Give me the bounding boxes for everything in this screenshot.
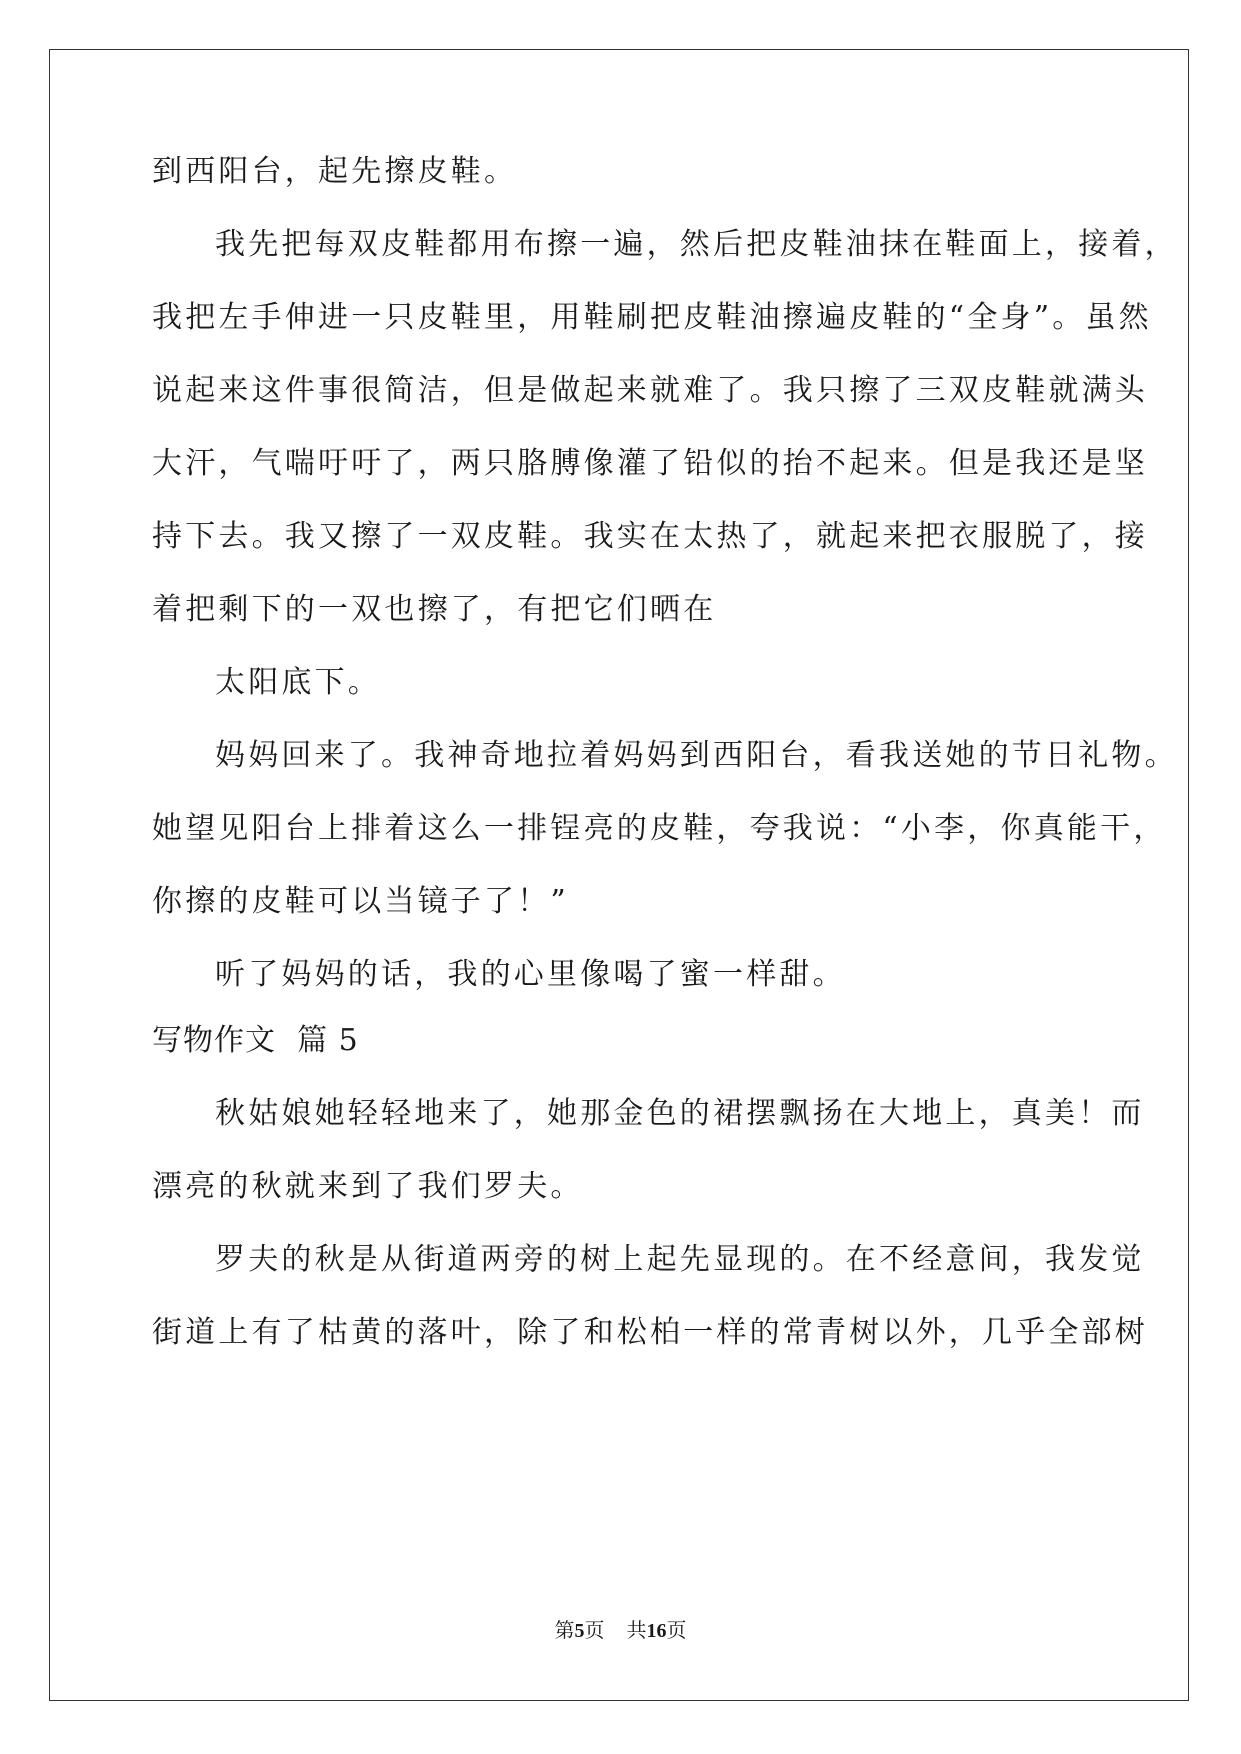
paragraph-line: 说起来这件事很简洁，但是做起来就难了。我只擦了三双皮鞋就满头 <box>152 373 1148 408</box>
paragraph-line: 大汗，气喘吁吁了，两只胳膊像灌了铅似的抬不起来。但是我还是坚 <box>152 446 1148 481</box>
section-heading: 写物作文 篇 5 <box>152 1023 359 1058</box>
paragraph-line: 她望见阳台上排着这么一排锃亮的皮鞋，夸我说：“小李，你真能干， <box>152 811 1167 846</box>
footer-total-pages: 16 <box>646 1620 667 1642</box>
footer-page-number: 5 <box>574 1620 585 1642</box>
paragraph-line: 我先把每双皮鞋都用布擦一遍，然后把皮鞋油抹在鞋面上，接着， <box>215 227 1178 262</box>
footer-total-prefix: 共 <box>626 1618 647 1642</box>
paragraph-line: 着把剩下的一双也擦了，有把它们晒在 <box>152 592 717 627</box>
paragraph-line: 太阳底下。 <box>215 665 381 700</box>
paragraph-line: 听了妈妈的话，我的心里像喝了蜜一样甜。 <box>215 957 846 992</box>
paragraph-line: 你擦的皮鞋可以当镜子了！” <box>152 884 569 919</box>
footer-total-suffix: 页 <box>666 1618 687 1642</box>
footer-page-prefix: 第 <box>554 1618 575 1642</box>
page-footer <box>0 1617 1241 1644</box>
paragraph-line: 漂亮的秋就来到了我们罗夫。 <box>152 1169 584 1204</box>
paragraph-line: 持下去。我又擦了一双皮鞋。我实在太热了，就起来把衣服脱了，接 <box>152 519 1148 554</box>
footer-page-suffix: 页 <box>584 1618 605 1642</box>
paragraph-line: 街道上有了枯黄的落叶，除了和松柏一样的常青树以外，几乎全部树 <box>152 1315 1148 1350</box>
paragraph-line: 秋姑娘她轻轻地来了，她那金色的裙摆飘扬在大地上，真美！而 <box>215 1096 1145 1131</box>
paragraph-line: 到西阳台，起先擦皮鞋。 <box>152 154 518 189</box>
paragraph-line: 我把左手伸进一只皮鞋里，用鞋刷把皮鞋油擦遍皮鞋的“全身”。虽然 <box>152 300 1152 335</box>
paragraph-line: 妈妈回来了。我神奇地拉着妈妈到西阳台，看我送她的节日礼物。 <box>215 738 1178 773</box>
paragraph-line: 罗夫的秋是从街道两旁的树上起先显现的。在不经意间，我发觉 <box>215 1242 1145 1277</box>
page-frame <box>49 49 1189 1701</box>
